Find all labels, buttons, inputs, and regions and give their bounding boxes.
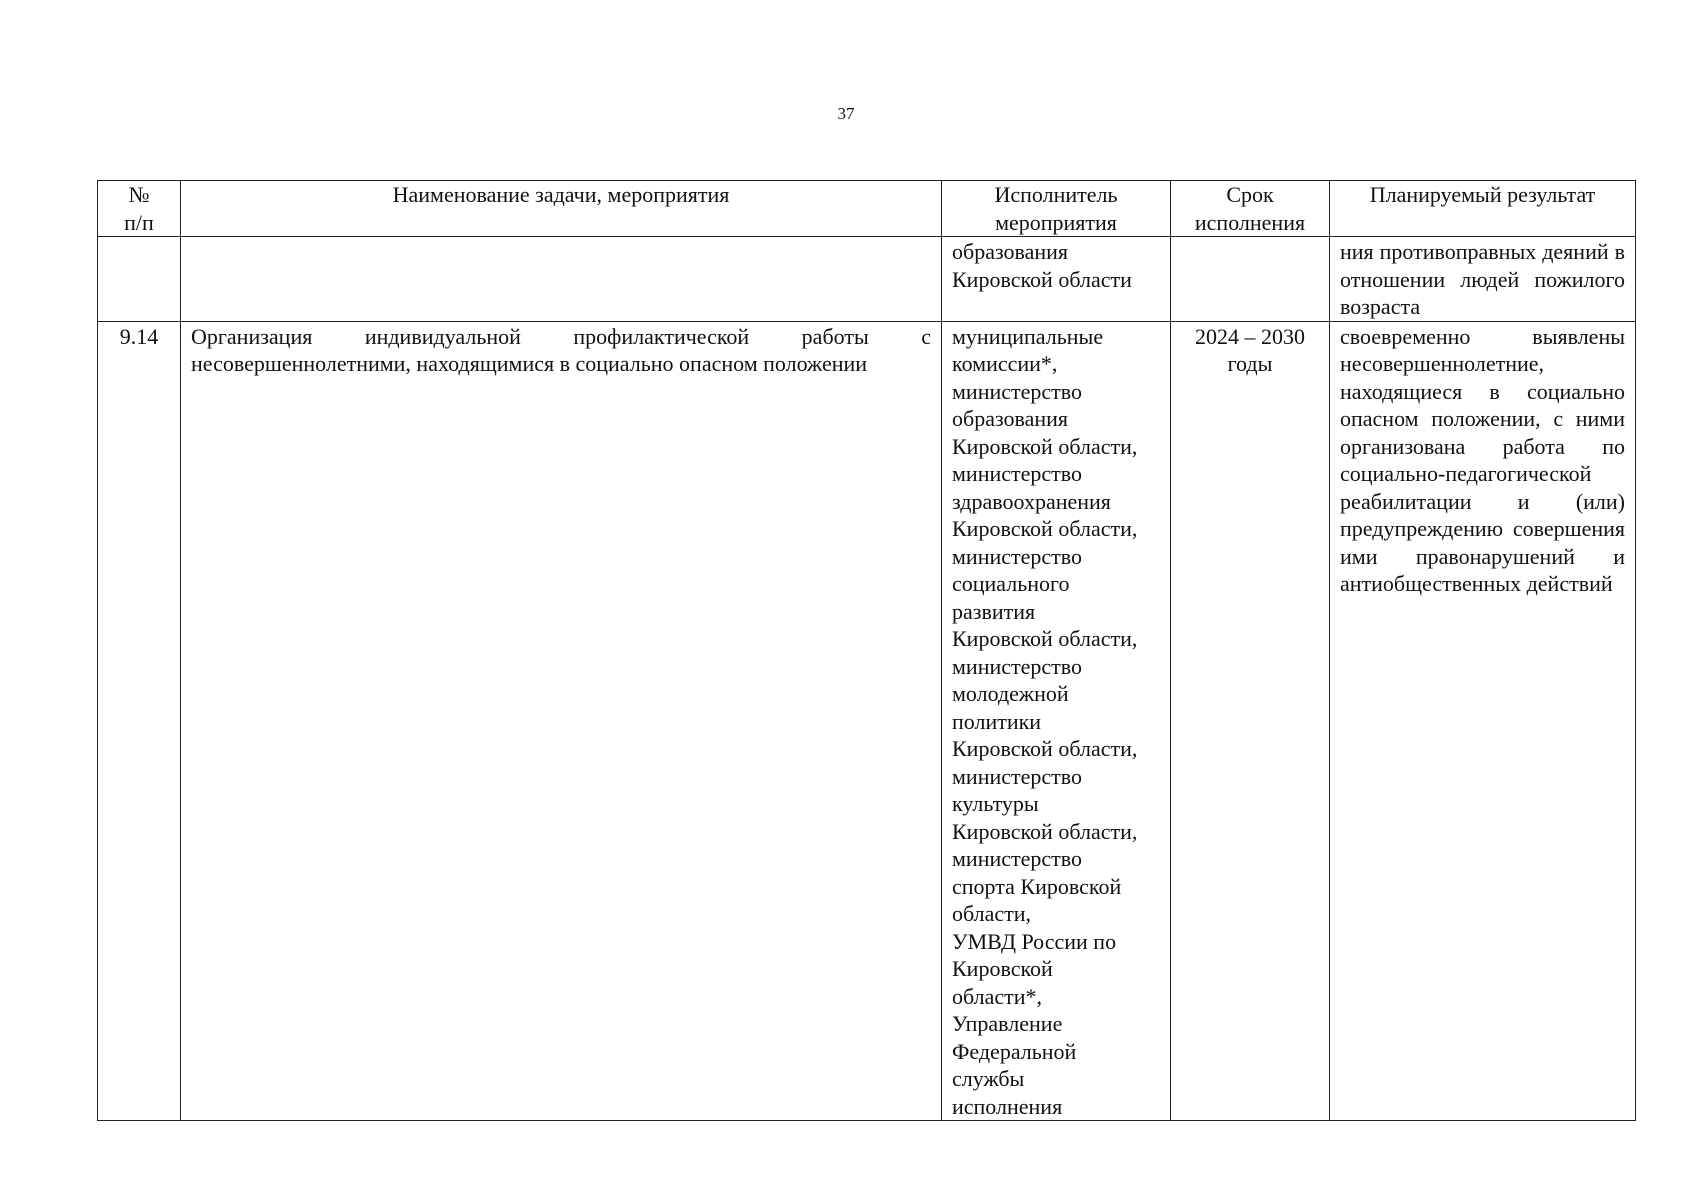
header-executor: Исполнитель мероприятия bbox=[942, 181, 1171, 237]
table-row bbox=[98, 237, 1636, 322]
header-result: Планируемый результат bbox=[1330, 181, 1636, 237]
cell-executor: муниципальные комиссии*, министерство образования Кировской области, министерство здравоохранения Кировской области, министерство социального развития Кировской области, министерство молодежной политики Кировской области, министерство культуры Кировской области, министерство спорта Кировской области, УМВД России по Кировской области*, Управление Федеральной службы исполнения bbox=[942, 321, 1171, 1121]
cell-name bbox=[181, 237, 942, 322]
table-row bbox=[98, 321, 1636, 1121]
header-row bbox=[98, 181, 1636, 237]
cell-term bbox=[1171, 237, 1330, 322]
header-term: Срок исполнения bbox=[1171, 181, 1330, 237]
cell-executor: образования Кировской области bbox=[942, 237, 1171, 322]
table-header bbox=[98, 181, 1636, 237]
cell-num bbox=[98, 237, 181, 322]
activity-table bbox=[97, 180, 1636, 1121]
header-num: № п/п bbox=[98, 181, 181, 237]
cell-term: 2024 – 2030 годы bbox=[1171, 321, 1330, 1121]
cell-num: 9.14 bbox=[98, 321, 181, 1121]
page-number: 37 bbox=[837, 104, 855, 123]
header-name: Наименование задачи, мероприятия bbox=[181, 181, 942, 237]
cell-result: ния противоправных деяний в отношении людей пожилого возраста bbox=[1330, 237, 1636, 322]
cell-result: своевременно выявлены несовершеннолетние, находящиеся в социально опасном положении, с ними организована работа по социально-педагогической реабилитации и (или) предупреждению совершения ими правонарушений и антиобщественных действий bbox=[1330, 321, 1636, 1121]
table-body bbox=[98, 237, 1636, 1121]
cell-name: Организация индивидуальной профилактической работы с несовершеннолетними, находящимися в социально опасном положении bbox=[181, 321, 942, 1121]
